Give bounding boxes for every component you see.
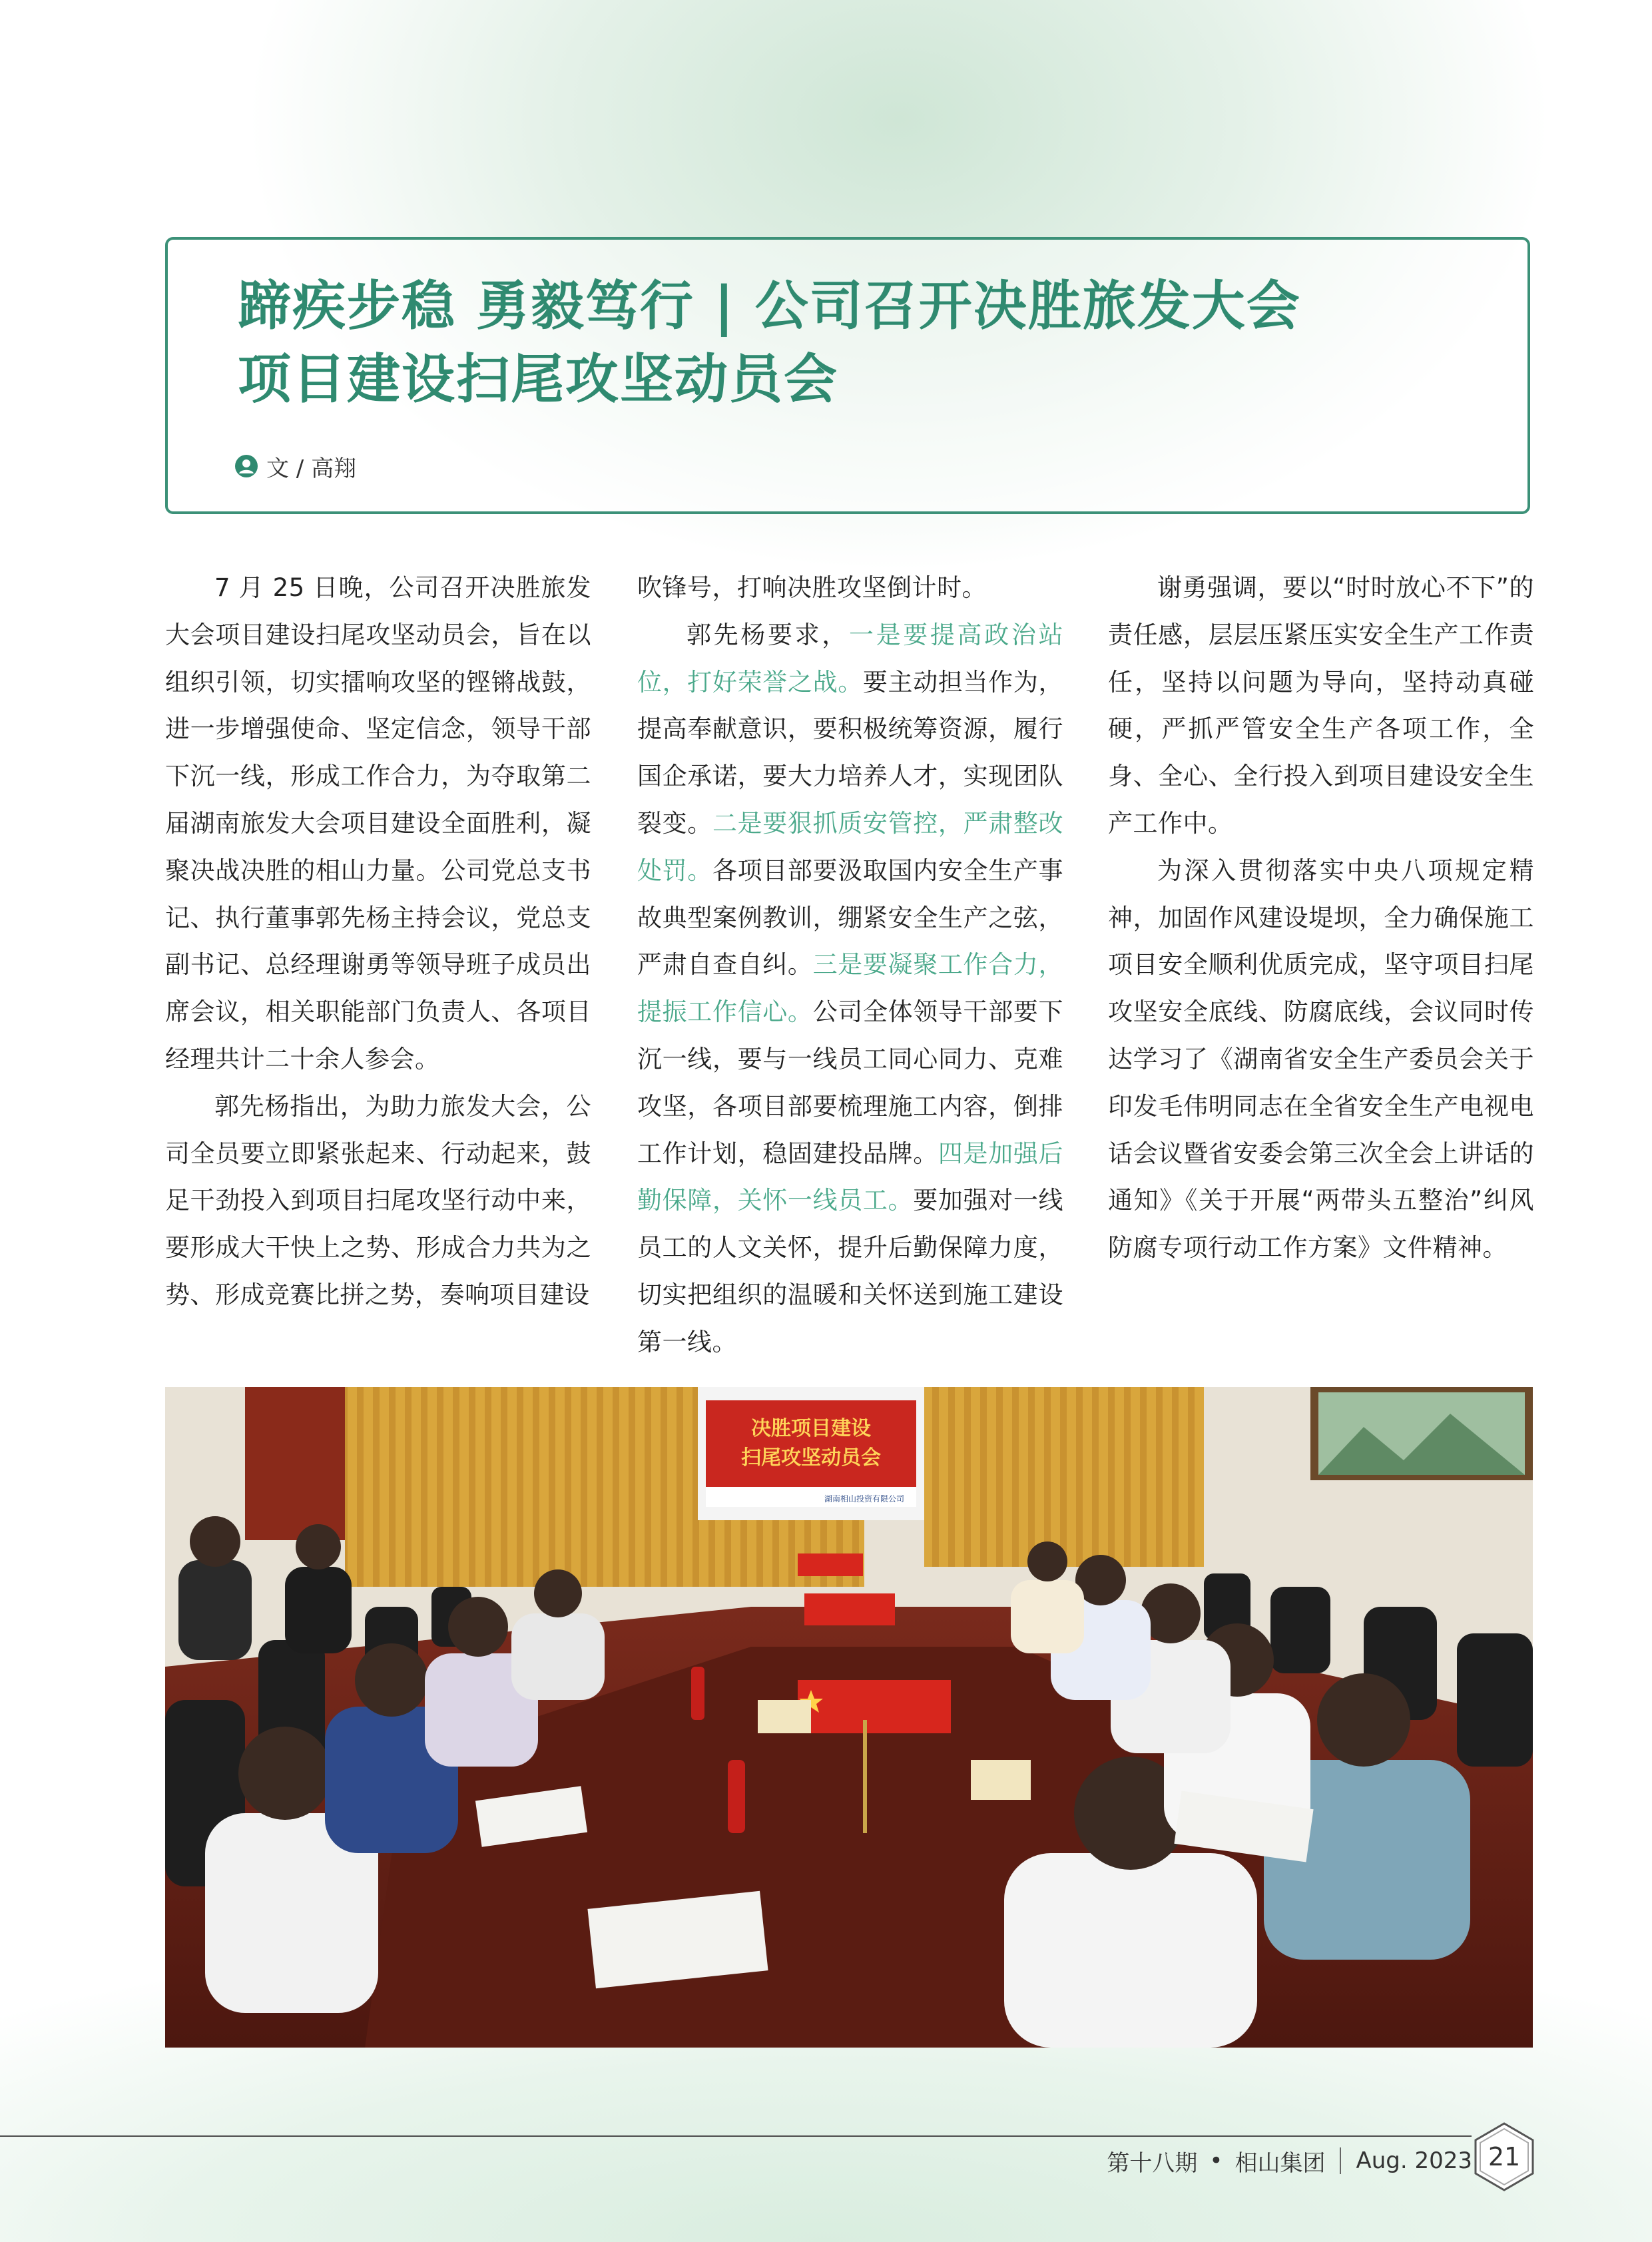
footer-separator bbox=[1340, 2147, 1341, 2174]
text-column-2 bbox=[637, 565, 1063, 1366]
issue-date: Aug. 2023 bbox=[1356, 2147, 1472, 2174]
text-run: 各项目部要汲取国内安全生产事故典型案例教训，绷紧安全生产之弦，严肃自查自纠。 bbox=[637, 856, 1063, 980]
article-title-line1: 蹄疾步稳 勇毅笃行 | 公司召开决胜旅发大会 bbox=[238, 275, 1301, 337]
screen-footer-text: 湖南相山投资有限公司 bbox=[824, 1494, 904, 1504]
person-icon bbox=[234, 454, 258, 478]
footer-dot: • bbox=[1209, 2147, 1223, 2174]
highlight-point-2: 二是要狠抓质安管控，严肃整改处罚。 bbox=[637, 808, 1063, 885]
meeting-photo-illustration bbox=[165, 1387, 1533, 2048]
text-run: 要加强对一线员工的人文关怀，提升后勤保障力度，切实把组织的温暖和关怀送到施工建设第一线。 bbox=[637, 1186, 1063, 1356]
article-title-line2: 项目建设扫尾攻坚动员会 bbox=[238, 348, 838, 410]
meeting-photo bbox=[165, 1387, 1533, 2048]
footer-rule bbox=[0, 2135, 1472, 2137]
screen-title-line2: 扫尾攻坚动员会 bbox=[741, 1446, 881, 1470]
paragraph: 吹锋号，打响决胜攻坚倒计时。 bbox=[637, 573, 987, 602]
text-run: 郭先杨要求， bbox=[687, 620, 849, 649]
issue-number: 第十八期 bbox=[1107, 2149, 1198, 2177]
highlight-point-3: 三是要凝聚工作合力，提振工作信心。 bbox=[637, 950, 1063, 1027]
title-box bbox=[165, 237, 1530, 514]
text-run: 要主动担当作为，提高奉献意识，要积极统筹资源，履行国企承诺，要大力培养人才，实现团队裂变。 bbox=[637, 667, 1063, 838]
text-run: 公司全体领导干部要下沉一线，要与一线员工同心同力、克难攻坚，各项目部要梳理施工内容，倒排工作计划，稳固建投品牌。 bbox=[637, 997, 1063, 1168]
page-footer bbox=[1107, 2144, 1472, 2177]
brand-name: 相山集团 bbox=[1235, 2149, 1326, 2177]
highlight-point-4: 四是加强后勤保障，关怀一线员工。 bbox=[637, 1139, 1063, 1215]
page-number-badge bbox=[1474, 2121, 1535, 2192]
paragraph bbox=[637, 612, 1063, 1366]
screen-title-line1: 决胜项目建设 bbox=[751, 1417, 871, 1440]
paragraph: 谢勇强调，要以“时时放心不下”的责任感，层层压紧压实安全生产工作责任，坚持以问题为导向，坚持动真碰硬，严抓严管安全生产各项工作，全身、全心、全行投入到项目建设安全生产工作中。 bbox=[1108, 573, 1534, 838]
byline-text: 文 / 高翔 bbox=[266, 455, 357, 482]
text-column-3 bbox=[1108, 565, 1534, 1272]
paragraph: 为深入贯彻落实中央八项规定精神，加固作风建设堤坝，全力确保施工项目安全顺利优质完成，坚守项目扫尾攻坚安全底线、防腐底线，会议同时传达学习了《湖南省安全生产委员会关于印发毛伟明同志在全省安全生产电视电话会议暨省安委会第三次全会上讲话的通知》《关于开展“两带头五整治”纠风防腐专项行动工作方案》文件精神。 bbox=[1108, 856, 1534, 1262]
paragraph: 郭先杨指出，为助力旅发大会，公司全员要立即紧张起来、行动起来，鼓足干劲投入到项目扫尾攻坚行动中来，要形成大干快上之势、形成合力共为之势、形成竞赛比拼之势，奏响项目建设 bbox=[165, 1091, 591, 1309]
paragraph: 7 月 25 日晚，公司召开决胜旅发大会项目建设扫尾攻坚动员会，旨在以组织引领，切实擂响攻坚的铿锵战鼓，进一步增强使命、坚定信念，领导干部下沉一线，形成工作合力，为夺取第二届湖南旅发大会项目建设全面胜利，凝聚决战决胜的相山力量。公司党总支书记、执行董事郭先杨主持会议，党总支副书记、总经理谢勇等领导班子成员出席会议，相关职能部门负责人、各项目经理共计二十余人参会。 bbox=[165, 573, 591, 1073]
byline bbox=[234, 451, 356, 481]
highlight-point-1: 一是要提高政治站位，打好荣誉之战。 bbox=[637, 620, 1064, 697]
text-column-1 bbox=[165, 565, 591, 1319]
page-number: 21 bbox=[1488, 2142, 1521, 2171]
